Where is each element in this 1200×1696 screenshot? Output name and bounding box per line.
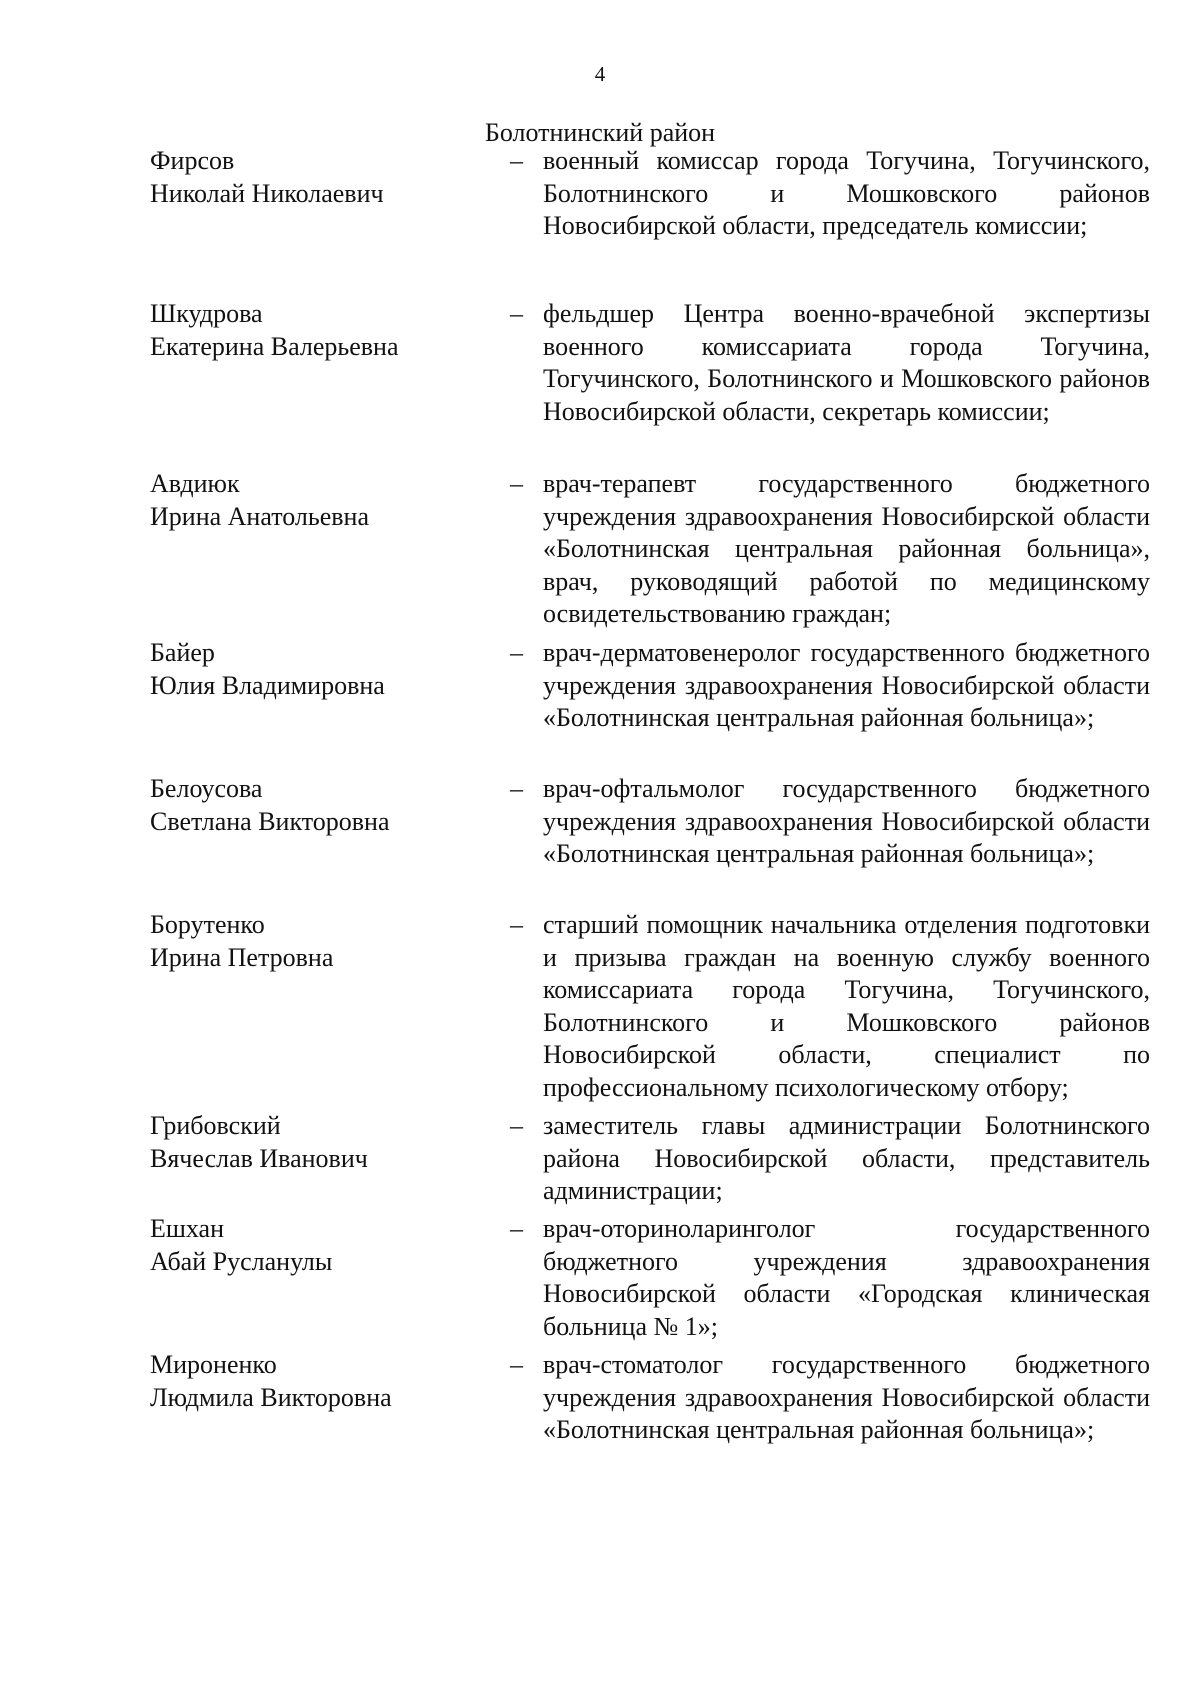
member-role: военный комиссар города Тогучина, Тогучинского, Болотнинского и Мошковского районов Новосибирской области, председатель комиссии; <box>543 146 1150 240</box>
member-name <box>150 773 500 838</box>
member-given-name: Николай Николаевич <box>150 178 384 208</box>
member-role: врач-терапевт государственного бюджетного учреждения здравоохранения Новосибирской области «Болотнинская центральная районная больница», врач, руководящий работой по медицинскому освидетельствованию граждан; <box>543 469 1150 628</box>
member-surname: Борутенко <box>150 910 265 939</box>
dash-separator: – <box>510 1111 523 1140</box>
dash-separator: – <box>510 469 523 498</box>
member-given-name: Людмила Викторовна <box>150 1382 392 1412</box>
member-name <box>150 1110 500 1175</box>
section-title: Болотнинский район <box>484 118 716 147</box>
member-given-name: Ирина Анатольевна <box>150 501 369 531</box>
dash-separator: – <box>510 774 523 803</box>
member-name <box>150 637 500 702</box>
member-name <box>150 145 500 210</box>
dash-separator: – <box>510 299 523 328</box>
member-role: врач-оториноларинголог государственного бюджетного учреждения здравоохранения Новосибирской области «Городская клиническая больница № 1»; <box>543 1214 1150 1341</box>
page-number: 4 <box>594 62 606 86</box>
member-surname: Мироненко <box>150 1350 277 1379</box>
member-surname: Фирсов <box>150 146 235 175</box>
member-role: заместитель главы администрации Болотнинского района Новосибирской области, представитель администрации; <box>543 1111 1150 1205</box>
dash-separator: – <box>510 1214 523 1243</box>
member-role: старший помощник начальника отделения подготовки и призыва граждан на военную службу военного комиссариата города Тогучина, Тогучинского, Болотнинского и Мошковского районов Новосибирской области, специалист по профессиональному психологическому отбору; <box>543 910 1150 1102</box>
member-name <box>150 909 500 974</box>
member-given-name: Ирина Петровна <box>150 942 334 972</box>
member-name <box>150 468 500 533</box>
member-given-name: Светлана Викторовна <box>150 806 390 836</box>
member-given-name: Абай Русланулы <box>150 1246 333 1276</box>
member-name <box>150 1213 500 1278</box>
dash-separator: – <box>510 638 523 667</box>
member-role: врач-дерматовенеролог государственного бюджетного учреждения здравоохранения Новосибирской области «Болотнинская центральная районная больница»; <box>543 638 1150 732</box>
member-surname: Шкудрова <box>150 299 263 328</box>
dash-separator: – <box>510 146 523 175</box>
member-given-name: Вячеслав Иванович <box>150 1143 368 1173</box>
member-role: врач-офтальмолог государственного бюджетного учреждения здравоохранения Новосибирской области «Болотнинская центральная районная больница»; <box>543 774 1150 868</box>
member-surname: Белоусова <box>150 774 263 803</box>
member-name <box>150 1349 500 1414</box>
dash-separator: – <box>510 1350 523 1379</box>
member-name <box>150 298 500 363</box>
member-surname: Байер <box>150 638 215 667</box>
member-surname: Авдиюк <box>150 469 240 498</box>
member-surname: Грибовский <box>150 1111 281 1140</box>
member-role: фельдшер Центра военно-врачебной экспертизы военного комиссариата города Тогучина, Тогучинского, Болотнинского и Мошковского районов Новосибирской области, секретарь комиссии; <box>543 299 1150 426</box>
member-given-name: Юлия Владимировна <box>150 670 385 700</box>
member-role: врач-стоматолог государственного бюджетного учреждения здравоохранения Новосибирской области «Болотнинская центральная районная больница»; <box>543 1350 1150 1444</box>
dash-separator: – <box>510 910 523 939</box>
member-surname: Ешхан <box>150 1214 225 1243</box>
member-given-name: Екатерина Валерьевна <box>150 331 399 361</box>
